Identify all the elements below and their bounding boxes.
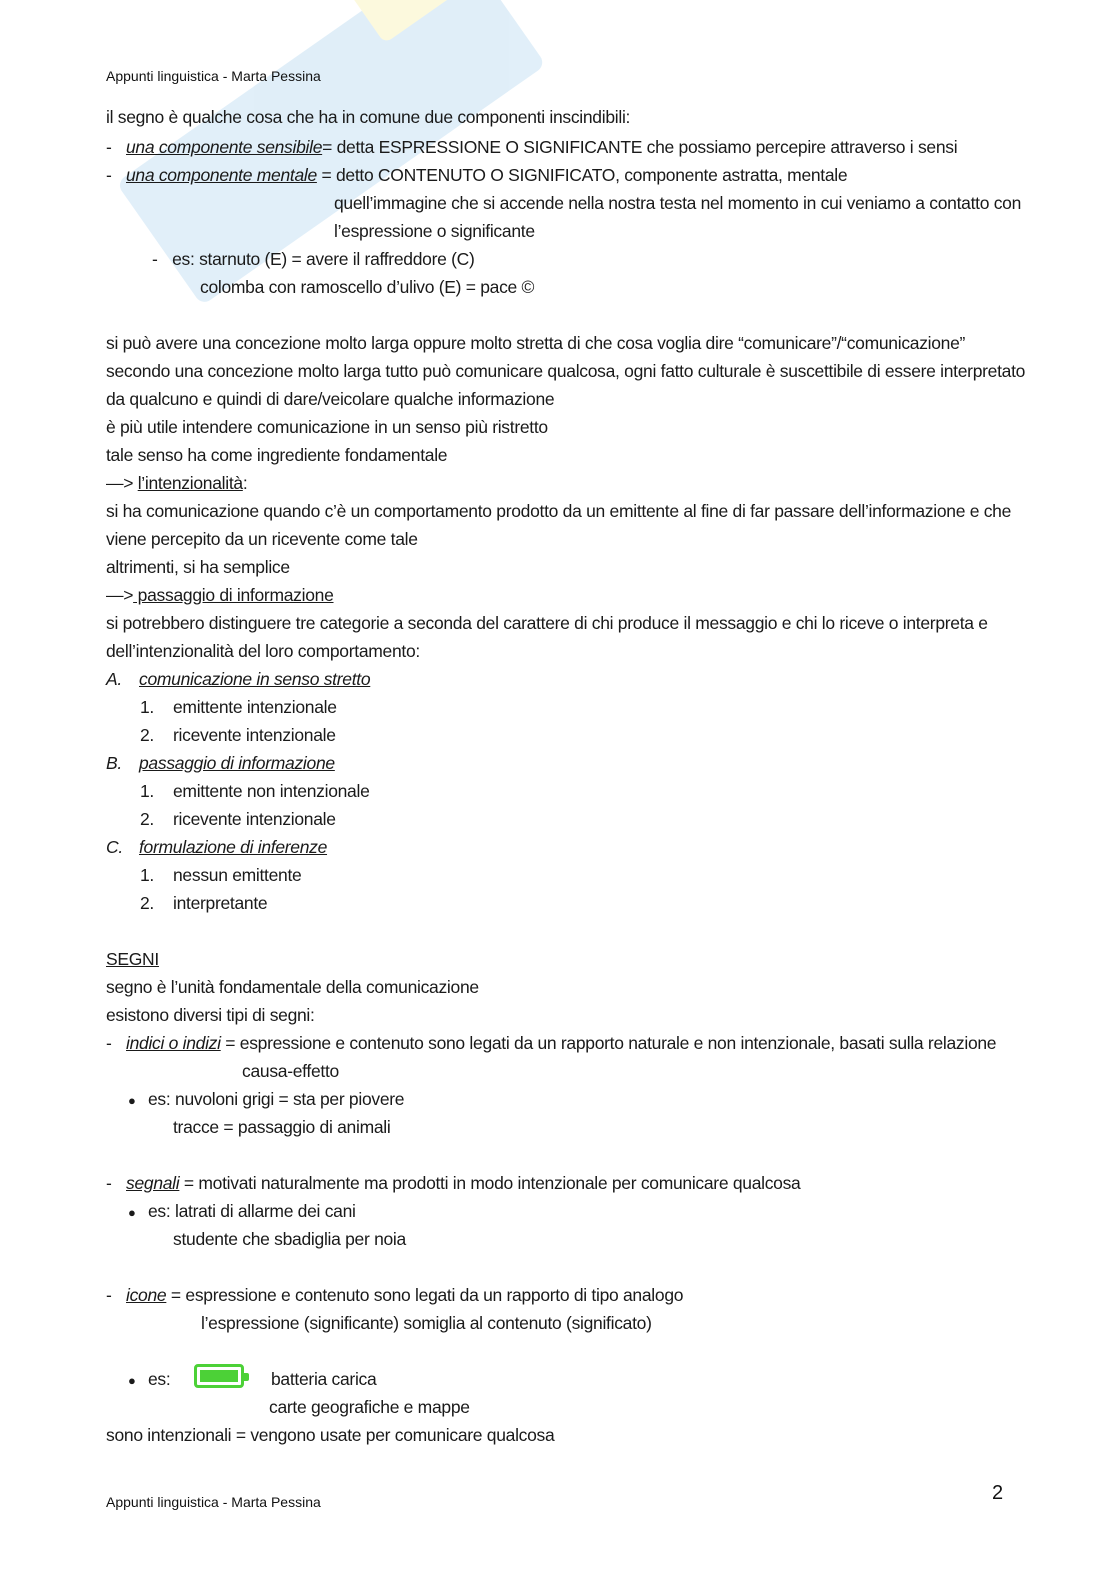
category-title: passaggio di informazione xyxy=(139,753,335,773)
bullet-marker: ● xyxy=(128,1205,136,1220)
bullet-marker: ● xyxy=(128,1373,136,1388)
page-header: Appunti linguistica - Marta Pessina xyxy=(106,68,321,84)
list-item xyxy=(106,1172,801,1194)
text-line: quell’immagine che si accende nella nostra testa nel momento in cui veniamo a contatto con xyxy=(334,193,1022,213)
item-number: 1. xyxy=(140,697,154,717)
text-line: batteria carica xyxy=(271,1369,377,1389)
item-text: emittente non intenzionale xyxy=(173,781,370,801)
dash-marker: - xyxy=(106,137,112,157)
arrow: —> xyxy=(106,473,138,493)
list-item xyxy=(128,1368,171,1392)
battery-full-icon xyxy=(194,1364,244,1388)
text-line xyxy=(106,584,334,606)
list-item xyxy=(140,892,268,914)
term: una componente mentale xyxy=(126,165,317,185)
text-line: è più utile intendere comunicazione in un senso più ristretto xyxy=(106,417,548,437)
text-line xyxy=(106,472,247,494)
item-text: ricevente intenzionale xyxy=(173,725,336,745)
text-line: studente che sbadiglia per noia xyxy=(173,1229,406,1249)
text-line: si ha comunicazione quando c’è un comportamento prodotto da un emittente al fine di far passare dell’informazione e che xyxy=(106,501,1012,521)
arrow: —> xyxy=(106,585,134,605)
text-line: esistono diversi tipi di segni: xyxy=(106,1005,315,1025)
bullet-marker: ● xyxy=(128,1093,136,1108)
list-item xyxy=(140,696,337,718)
page-number: 2 xyxy=(992,1482,1004,1504)
item-text: emittente intenzionale xyxy=(173,697,337,717)
category-title: comunicazione in senso stretto xyxy=(139,669,371,689)
term: indici o indizi xyxy=(126,1033,221,1053)
example-text: es: nuvoloni grigi = sta per piovere xyxy=(148,1089,405,1109)
list-item xyxy=(106,136,958,158)
text-line: causa-effetto xyxy=(242,1061,339,1081)
term: segnali xyxy=(126,1173,180,1193)
item-text: nessun emittente xyxy=(173,865,302,885)
text-line: da qualcuno e quindi di dare/veicolare qualche informazione xyxy=(106,389,555,409)
category-letter: C. xyxy=(106,837,123,857)
text-line: si potrebbero distinguere tre categorie a seconda del carattere di chi produce il messaggio e chi lo riceve o interpreta e xyxy=(106,613,988,633)
text-line: dell’intenzionalità del loro comportamento: xyxy=(106,641,420,661)
text-line: colomba con ramoscello d’ulivo (E) = pace © xyxy=(200,277,535,297)
category-B xyxy=(106,752,335,774)
list-item xyxy=(106,1284,684,1306)
list-item xyxy=(140,724,336,746)
definition: = espressione e contenuto sono legati da un rapporto naturale e non intenzionale, basati sulla relazione xyxy=(220,1033,997,1053)
text-line: il segno è qualche cosa che ha in comune due componenti inscindibili: xyxy=(106,107,631,127)
text-line: l’espressione (significante) somiglia al contenuto (significato) xyxy=(201,1313,652,1333)
text-line: altrimenti, si ha semplice xyxy=(106,557,290,577)
list-item xyxy=(152,248,475,270)
text-line: secondo una concezione molto larga tutto può comunicare qualcosa, ogni fatto culturale è suscettibile di essere interpretato xyxy=(106,361,1026,381)
definition: = detto CONTENUTO O SIGNIFICATO, componente astratta, mentale xyxy=(316,165,848,185)
dash-marker: - xyxy=(106,1033,112,1053)
list-item xyxy=(128,1088,405,1112)
text-line: sono intenzionali = vengono usate per comunicare qualcosa xyxy=(106,1425,555,1445)
text-line: tracce = passaggio di animali xyxy=(173,1117,391,1137)
category-title: formulazione di inferenze xyxy=(139,837,328,857)
category-A xyxy=(106,668,371,690)
text-line: carte geografiche e mappe xyxy=(269,1397,470,1417)
text-line: l’espressione o significante xyxy=(334,221,535,241)
list-item xyxy=(140,808,336,830)
list-item xyxy=(140,864,302,886)
watermark-accent xyxy=(339,0,475,44)
item-number: 2. xyxy=(140,809,154,829)
dash-marker: - xyxy=(106,1173,112,1193)
item-number: 2. xyxy=(140,893,154,913)
list-item xyxy=(128,1200,356,1224)
item-text: interpretante xyxy=(173,893,268,913)
term: l’intenzionalità xyxy=(137,473,243,493)
text-line: tale senso ha come ingrediente fondamentale xyxy=(106,445,448,465)
example-text: es: latrati di allarme dei cani xyxy=(148,1201,356,1221)
item-text: ricevente intenzionale xyxy=(173,809,336,829)
item-number: 2. xyxy=(140,725,154,745)
category-C xyxy=(106,836,328,858)
definition: = espressione e contenuto sono legati da un rapporto di tipo analogo xyxy=(166,1285,684,1305)
punctuation: : xyxy=(242,473,248,493)
text-line: segno è l’unità fondamentale della comunicazione xyxy=(106,977,479,997)
term: icone xyxy=(126,1285,167,1305)
dash-marker: - xyxy=(106,165,112,185)
category-letter: A. xyxy=(106,669,122,689)
text-line: si può avere una concezione molto larga oppure molto stretta di che cosa voglia dire “comunicare”/“comunicazione” xyxy=(106,333,966,353)
definition: = motivati naturalmente ma prodotti in modo intenzionale per comunicare qualcosa xyxy=(179,1173,801,1193)
example-label: es: xyxy=(148,1369,171,1389)
definition: = detta ESPRESSIONE O SIGNIFICANTE che possiamo percepire attraverso i sensi xyxy=(322,137,958,157)
text-line: viene percepito da un ricevente come tale xyxy=(106,529,418,549)
term: una componente sensibile xyxy=(126,137,323,157)
list-item xyxy=(140,780,370,802)
dash-marker: - xyxy=(152,249,158,269)
list-item xyxy=(106,164,848,186)
page-footer: Appunti linguistica - Marta Pessina xyxy=(106,1494,321,1510)
item-number: 1. xyxy=(140,781,154,801)
example-text: es: starnuto (E) = avere il raffreddore (C) xyxy=(172,249,475,269)
category-letter: B. xyxy=(106,753,122,773)
list-item xyxy=(106,1032,997,1054)
item-number: 1. xyxy=(140,865,154,885)
dash-marker: - xyxy=(106,1285,112,1305)
section-heading: SEGNI xyxy=(106,949,159,969)
term: passaggio di informazione xyxy=(133,585,334,605)
